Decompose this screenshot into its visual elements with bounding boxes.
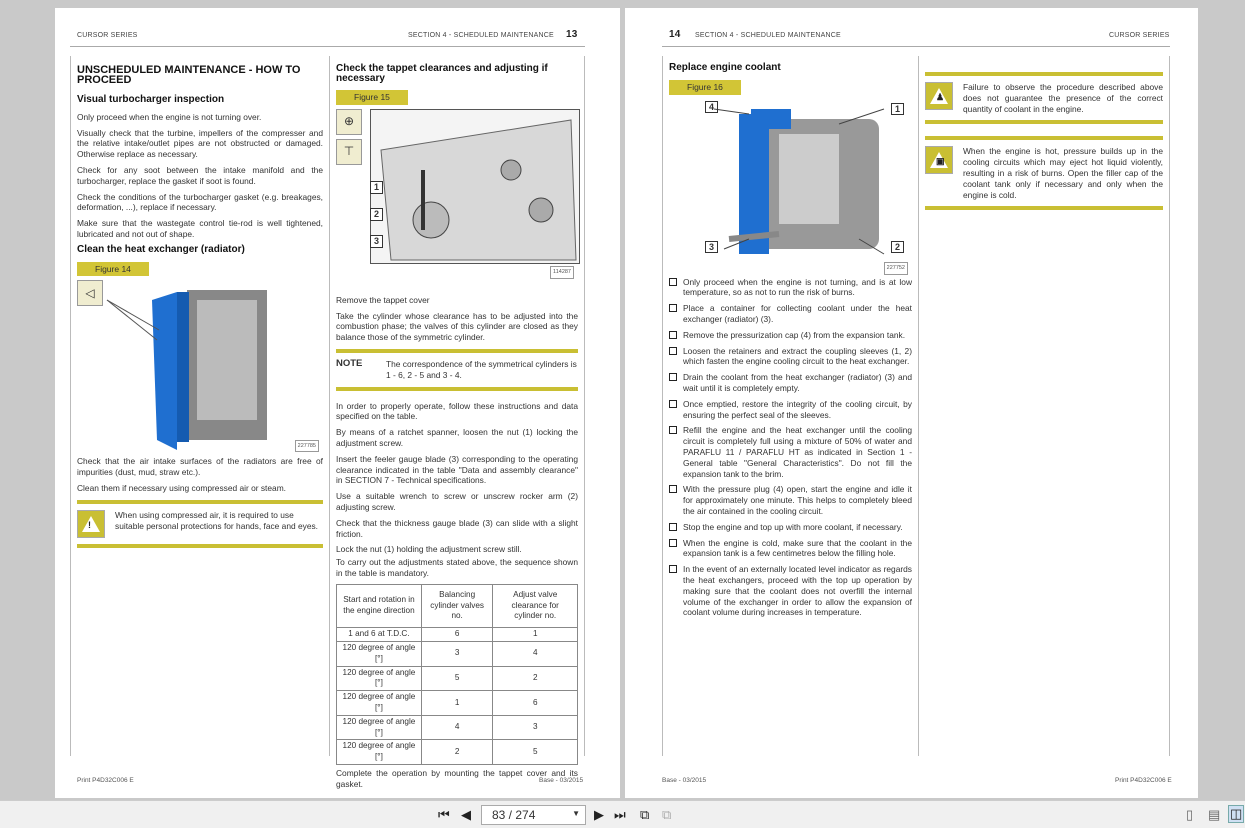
table-cell: 1 — [421, 691, 493, 716]
step-text: Stop the engine and top up with more coolant, if necessary. — [683, 521, 903, 532]
page-number: 14 — [669, 29, 681, 40]
figure-label: Figure 14 — [77, 262, 149, 277]
single-page-view-icon[interactable]: ▯ — [1186, 807, 1194, 822]
table-cell: 3 — [493, 715, 578, 740]
callout-3: 3 — [705, 241, 718, 254]
table-cell: 5 — [421, 666, 493, 691]
warning-text: Failure to observe the procedure described above does not guarantee the presence of the correct quantity of coolant in the engine. — [963, 82, 1163, 114]
paragraph: Complete the operation by mounting the tappet cover and its gasket. — [336, 767, 578, 789]
paragraph: Remove the tappet cover — [336, 294, 430, 305]
checkbox-icon — [669, 565, 677, 573]
checklist-item — [669, 346, 912, 368]
paragraph: Check the conditions of the turbocharger gasket (e.g. breakages, deformation, ...), replace if necessary. — [77, 191, 323, 213]
right-column-1 — [662, 56, 919, 756]
figure-14 — [77, 280, 323, 456]
checklist-item — [669, 538, 912, 560]
warning-bar — [77, 544, 323, 548]
callout-2: 2 — [891, 241, 904, 254]
step-text: Loosen the retainers and extract the coupling sleeves (1, 2) which fasten the engine cooling circuit to the heat exchanger. — [683, 345, 912, 367]
figure-label: Figure 16 — [669, 80, 741, 95]
table-cell: 1 and 6 at T.D.C. — [337, 628, 422, 642]
header-section: SECTION 4 - SCHEDULED MAINTENANCE — [695, 32, 841, 39]
fit-page-icon[interactable]: ⧉ — [640, 807, 650, 822]
step-text: With the pressure plug (4) open, start the engine and idle it for approximately one minute. This helps to completely bleed the air contained in the cooling circuit. — [683, 484, 912, 516]
radiator-illustration — [77, 280, 325, 450]
callout-3: 3 — [370, 235, 383, 248]
step-text: Place a container for collecting coolant under the heat exchanger (radiator) (3). — [683, 303, 912, 324]
hot-pressure-icon: ▣ — [925, 146, 953, 174]
subheading: Visual turbocharger inspection — [77, 94, 225, 105]
table-cell: 5 — [493, 740, 578, 765]
warning-icon: ! — [77, 510, 105, 538]
table-cell: 2 — [421, 740, 493, 765]
table-row — [337, 641, 578, 666]
checklist — [669, 277, 912, 619]
step-text: Once emptied, restore the integrity of the cooling circuit, by ensuring the perfect seal of the sleeves. — [683, 398, 912, 420]
table-cell: 4 — [493, 641, 578, 666]
right-page — [625, 8, 1198, 798]
table-row — [337, 740, 578, 765]
table-cell: 120 degree of angle [°] — [337, 715, 422, 740]
checklist-item — [669, 330, 912, 341]
paragraph: Check that the thickness gauge blade (3) can slide with a slight friction. — [336, 517, 578, 539]
paragraph: Visually check that the turbine, impellers of the compresser and the relative intake/outlet pipes are not obstructed or damaged. Otherwise replace as necessary. — [77, 127, 323, 160]
header-series: CURSOR SERIES — [1109, 32, 1170, 39]
last-page-button[interactable]: ⏭ — [614, 807, 626, 822]
footer-base: Base - 03/2015 — [539, 777, 584, 784]
callout-2: 2 — [370, 208, 383, 221]
table-cell: 3 — [421, 641, 493, 666]
step-text: Drain the coolant from the heat exchanger (radiator) (3) and wait until it is completely empty. — [683, 372, 912, 393]
checkbox-icon — [669, 331, 677, 339]
checkbox-icon — [669, 426, 677, 434]
table-row — [337, 715, 578, 740]
left-page — [55, 8, 620, 798]
table-cell: 120 degree of angle [°] — [337, 641, 422, 666]
page-number-input[interactable] — [481, 805, 586, 825]
paragraph: Clean them if necessary using compressed air or steam. — [77, 482, 286, 493]
viewer-toolbar — [0, 800, 1245, 828]
step-text: In the event of an externally located level indicator as regards the heat exchangers, proceed with the top up operation by making sure that the coolant does not overfill the internal volume of the exchanger in order to allow the expansion of coolant volume during increases in temperature. — [683, 564, 912, 618]
paragraph: Insert the feeler gauge blade (3) corresponding to the operating clearance indicated in the table "Data and assembly clearance" in SECTION 7 - Technical specifications. — [336, 453, 578, 486]
figure-16 — [669, 99, 912, 277]
checklist-item — [669, 564, 912, 618]
table-header: Balancing cylinder valves no. — [421, 584, 493, 627]
warning-text: When using compressed air, it is required to use suitable personal protections for hands, face and eyes. — [115, 509, 318, 531]
callout-1: 1 — [370, 181, 383, 194]
checkbox-icon — [669, 373, 677, 381]
previous-page-button[interactable]: ◀ — [461, 807, 471, 822]
checkbox-icon — [669, 347, 677, 355]
header-section: SECTION 4 - SCHEDULED MAINTENANCE — [408, 32, 554, 39]
person-danger-icon: ♟ — [925, 82, 953, 110]
table-cell: 1 — [493, 628, 578, 642]
page-number: 13 — [566, 29, 578, 40]
paragraph: Check for any soot between the intake manifold and the turbocharger, replace the gasket if soot is found. — [77, 164, 323, 186]
checkbox-icon — [669, 485, 677, 493]
valve-clearance-table — [336, 584, 578, 765]
table-cell: 6 — [421, 628, 493, 642]
checklist-item — [669, 399, 912, 421]
figure-label: Figure 15 — [336, 90, 408, 105]
table-cell: 120 degree of angle [°] — [337, 666, 422, 691]
step-text: When the engine is cold, make sure that the coolant in the expansion tank is a few centimetres below the filling hole. — [683, 537, 912, 559]
checklist-item — [669, 277, 912, 299]
warning-block — [925, 82, 1163, 114]
paragraph: Take the cylinder whose clearance has to be adjusted into the combustion phase; the valves of this cylinder are closed as they balance those of the symmetric cylinder. — [336, 310, 578, 343]
checkbox-icon — [669, 539, 677, 547]
footer-base: Base - 03/2015 — [662, 777, 707, 784]
checkbox-icon — [669, 278, 677, 286]
warning-block — [925, 146, 1163, 200]
wrench-icon: ⊤ — [336, 139, 362, 165]
header-divider — [662, 46, 1170, 47]
warning-bar — [925, 72, 1163, 76]
gauge-icon: ⊕ — [336, 109, 362, 135]
checklist-item — [669, 372, 912, 394]
right-column-2 — [919, 56, 1170, 756]
continuous-view-icon[interactable]: ▤ — [1208, 807, 1221, 822]
warning-block — [77, 510, 323, 538]
checkbox-icon — [669, 304, 677, 312]
section-title: Check the tappet clearances and adjusting if necessary — [336, 63, 548, 84]
first-page-button[interactable]: ⏮ — [438, 807, 450, 822]
figure-number: 227752 — [884, 262, 908, 275]
table-row — [337, 666, 578, 691]
next-page-button[interactable]: ▶ — [594, 807, 604, 822]
paragraph: Only proceed when the engine is not turning over. — [77, 111, 262, 122]
checklist-item — [669, 425, 912, 479]
checklist-item — [669, 484, 912, 516]
warning-bar — [925, 206, 1163, 210]
step-text: Only proceed when the engine is not turning, and is at low temperature, so as not to run the risk of burns. — [683, 276, 912, 298]
paragraph: In order to properly operate, follow these instructions and data specified on the table. — [336, 400, 578, 422]
checkbox-icon — [669, 400, 677, 408]
note-bar — [336, 349, 578, 353]
paragraph: By means of a ratchet spanner, loosen the nut (1) locking the adjustment screw. — [336, 427, 578, 448]
section-title: Replace engine coolant — [669, 62, 781, 73]
dropdown-arrow-icon[interactable]: ▼ — [572, 809, 580, 818]
note-block — [336, 359, 578, 381]
step-text: Refill the engine and the heat exchanger until the cooling circuit is completely full using a mixture of 50% of water and PARAFLU 11 / PARAFLU HT as indicated in Section 1 - General table "General Characteristics". Do not fill the expansion tank to the brim. — [683, 425, 912, 479]
footer-print: Print P4D32C006 E — [77, 777, 134, 784]
table-cell: 120 degree of angle [°] — [337, 740, 422, 765]
engine-coolant-illustration — [669, 99, 914, 264]
paragraph: Use a suitable wrench to screw or unscrew rocker arm (2) adjusting screw. — [336, 491, 578, 512]
tappet-illustration — [370, 109, 580, 264]
checkbox-icon — [669, 523, 677, 531]
figure-15 — [336, 109, 578, 295]
table-cell: 2 — [493, 666, 578, 691]
callout-4: 4 — [705, 101, 718, 114]
page-value: 83 / 274 — [492, 808, 536, 822]
header-divider — [70, 46, 585, 47]
table-cell: 4 — [421, 715, 493, 740]
footer-print: Print P4D32C006 E — [1115, 777, 1172, 784]
paragraph: Make sure that the wastegate control tie-rod is well tightened, lubricated and not out of shape. — [77, 218, 323, 239]
paragraph: Check that the air intake surfaces of the radiators are free of impurities (dust, mud, straw etc.). — [77, 456, 323, 478]
table-cell: 120 degree of angle [°] — [337, 691, 422, 716]
note-label: NOTE — [336, 357, 363, 369]
left-column-1 — [70, 56, 330, 756]
warning-text: When the engine is hot, pressure builds up in the cooling circuits which may eject hot liquid violently, resulting in a risk of burns. Open the filler cap of the coolant tank only if necessary and only when the engine is cold. — [963, 146, 1163, 200]
table-header: Start and rotation in the engine direction — [337, 584, 422, 627]
note-bar — [336, 387, 578, 391]
step-text: Remove the pressurization cap (4) from the expansion tank. — [683, 329, 906, 340]
warning-bar — [925, 120, 1163, 124]
two-page-view-icon[interactable]: ◫ — [1230, 806, 1243, 821]
checklist-item — [669, 303, 912, 325]
figure-number: 227785 — [295, 440, 319, 453]
air-blow-icon: ◁ — [77, 280, 103, 306]
paragraph: Lock the nut (1) holding the adjustment screw still. — [336, 544, 522, 555]
section-title: UNSCHEDULED MAINTENANCE - HOW TO PROCEED — [77, 64, 301, 86]
callout-1: 1 — [891, 103, 904, 116]
paragraph: To carry out the adjustments stated above, the sequence shown in the table is mandatory. — [336, 557, 578, 578]
table-row — [337, 691, 578, 716]
header-series: CURSOR SERIES — [77, 32, 138, 39]
warning-bar — [77, 500, 323, 504]
table-header: Adjust valve clearance for cylinder no. — [493, 584, 578, 627]
fit-width-icon[interactable]: ⧉ — [662, 807, 672, 822]
table-cell: 6 — [493, 691, 578, 716]
warning-bar — [925, 136, 1163, 140]
figure-number: 114287 — [550, 266, 574, 279]
subheading: Clean the heat exchanger (radiator) — [77, 243, 245, 255]
checklist-item — [669, 522, 912, 533]
note-text: The correspondence of the symmetrical cylinders is 1 - 6, 2 - 5 and 3 - 4. — [386, 358, 577, 380]
table-row — [337, 628, 578, 642]
